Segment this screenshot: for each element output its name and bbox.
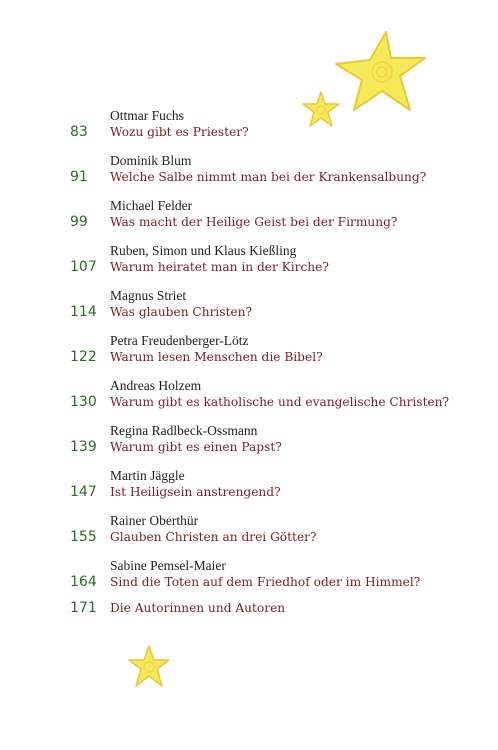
page-number: 122	[70, 349, 97, 365]
chapter-title[interactable]: Ist Heiligsein anstrengend?	[110, 485, 281, 499]
page-number: 83	[70, 124, 88, 140]
author-name: Petra Freudenberger-Lötz	[110, 333, 249, 348]
bottom-star-icon	[126, 644, 172, 690]
page-number: 164	[70, 574, 97, 590]
chapter-title[interactable]: Warum lesen Menschen die Bibel?	[110, 350, 323, 364]
page-number: 130	[70, 394, 97, 410]
page-number: 91	[70, 169, 88, 185]
page-number: 107	[70, 259, 97, 275]
author-name: Sabine Pemsel-Maier	[110, 558, 226, 573]
author-name: Dominik Blum	[110, 153, 192, 168]
chapter-title[interactable]: Wozu gibt es Priester?	[110, 125, 249, 139]
author-name: Michael Felder	[110, 198, 193, 213]
page-number: 147	[70, 484, 97, 500]
author-name: Magnus Striet	[110, 288, 187, 303]
page-number: 114	[70, 304, 97, 320]
author-name: Rainer Oberthür	[110, 513, 199, 528]
author-name: Ruben, Simon und Klaus Kießling	[110, 243, 297, 258]
chapter-title[interactable]: Was macht der Heilige Geist bei der Firmung?	[110, 215, 398, 229]
chapter-title[interactable]: Was glauben Christen?	[110, 305, 253, 319]
large-star-icon	[330, 28, 430, 118]
author-name: Martin Jäggle	[110, 468, 185, 483]
page-number: 139	[70, 439, 97, 455]
chapter-title[interactable]: Warum gibt es einen Papst?	[110, 440, 282, 454]
chapter-title[interactable]: Die Autorinnen und Autoren	[110, 601, 286, 615]
page-number: 99	[70, 214, 88, 230]
author-name: Ottmar Fuchs	[110, 108, 184, 123]
author-name: Regina Radlbeck-Ossmann	[110, 423, 258, 438]
chapter-title[interactable]: Sind die Toten auf dem Friedhof oder im Himmel?	[110, 575, 421, 589]
small-star-icon	[300, 90, 342, 130]
author-name: Andreas Holzem	[110, 378, 202, 393]
page-number: 155	[70, 529, 97, 545]
chapter-title[interactable]: Welche Salbe nimmt man bei der Krankensalbung?	[110, 170, 427, 184]
chapter-title[interactable]: Warum gibt es katholische und evangelische Christen?	[110, 395, 450, 409]
chapter-title[interactable]: Glauben Christen an drei Götter?	[110, 530, 317, 544]
page-number: 171	[70, 600, 97, 616]
chapter-title[interactable]: Warum heiratet man in der Kirche?	[110, 260, 329, 274]
